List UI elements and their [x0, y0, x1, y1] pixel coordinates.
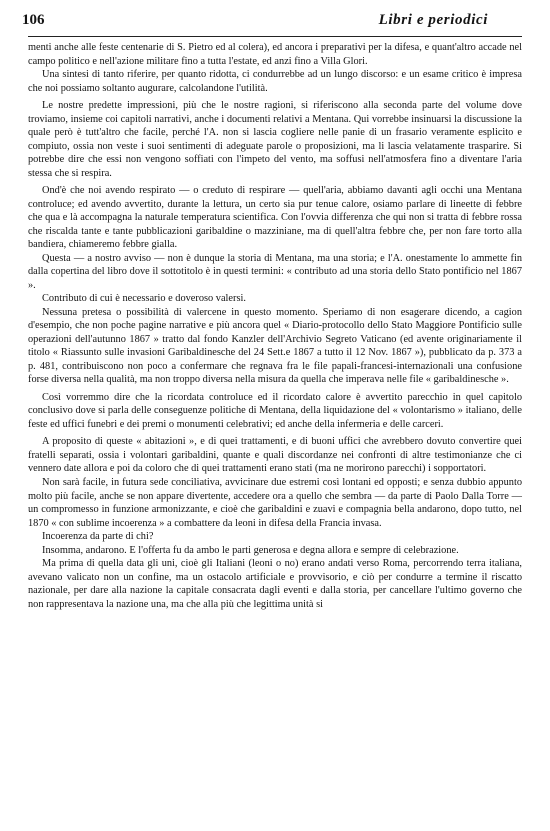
paragraph: Questa — a nostro avviso — non è dunque la storia di Mentana, ma una storia; e l'A. onestamente lo ammette fin dalla copertina del libro dove il sottotitolo è in questi termini: « contributo ad una storia dello Stato pontificio nel 1867 ».: [28, 252, 522, 291]
paragraph: Insomma, andarono. E l'offerta fu da ambo le parti generosa e degna allora e sempre di celebrazione.: [42, 544, 459, 556]
paragraph: Non sarà facile, in futura sede conciliativa, avvicinare due estremi così lontani ed opposti; e senza dubbio appunto molto più facile, anche se non appare divertente, accedere ora a quello che sembra — da parte di Paolo Dalla Torre — un compromesso in funzione armonizzante, e cioè che garibaldini e zuavi e compagnia bella andarono, dopo tutto, nel 1870 « con sublime incoerenza » a combattere da leoni in difesa della Francia invasa.: [28, 476, 522, 529]
paragraph: Incoerenza da parte di chi?: [42, 531, 154, 543]
body-text: [28, 41, 522, 611]
paragraph: Nessuna pretesa o possibilità di valercene in questo momento. Speriamo di non esagerare dicendo, a cagion d'esempio, che non poche pagine narrative e più ancora quel « Diario-protocollo dello Stato Maggiore Pontificio sulle operazioni dell'autunno 1867 » tratto dal fondo Kanzler dell'Archivio Segreto Vaticano (ed avente originariamente il titolo « Riassunto sulle invasioni Garibaldinesche del 24 Sett.e 1867 a tutto il 12 Nov. 1867 »), pubblicato da p. 373 a p. 481, contribuiscono non poco a confermare che regnava fra le file papali-francesi-internazionali una confusione forse diversa nella qualità, ma non troppo diversa nella misura da quella che imperava nelle file « garibaldinesche ».: [28, 306, 522, 386]
page-header: [22, 12, 522, 37]
paragraph: Così vorremmo dire che la ricordata controluce ed il ricordato calore è avvertito parecchio in quel capitolo conclusivo dove si parla delle conseguenze politiche di Mentana, della liquidazione del « volontarismo » italiano, delle feste ed uffici funebri e dei premi o monumenti celebrativi; ed anche della infermeria e delle carceri.: [28, 391, 522, 430]
running-title: Libri e periodici: [378, 12, 488, 28]
paragraph: Contributo di cui è necessario e doveroso valersi.: [42, 293, 246, 305]
page-number: 106: [22, 12, 45, 28]
paragraph: Ma prima di quella data gli uni, cioè gli Italiani (leoni o no) erano andati verso Roma, percorrendo terra italiana, avevano valicato non un confine, ma un ostacolo artificiale e provvisorio, e ciò per condurre a termine il riscatto nazionale, per dare alla nazione la capitale consacrata dagli eventi e dalla storia, per cancellare l'ultimo governo che non rappresentava la nazione una, ma che alla più che legittima unità si: [28, 558, 522, 610]
paragraph: Ond'è che noi avendo respirato — o creduto di respirare — quell'aria, abbiamo davanti agli occhi una Mentana controluce; ed avendo avvertito, durante la lettura, un certo sia pur tenue calore, osiamo parlare di lineette di febbre che qua e là accompagna la naturale temperatura scientifica. Con l'ovvia differenza che qui non si tratta di febbre rossa che riscalda tante e tante pubblicazioni garibaldine o mazziniane, ma di quell'altra febbre che, per non farе torto alla bandiera, chiameremo febbre gialla.: [28, 185, 522, 251]
paragraph: A proposito di queste « abitazioni », e di quei trattamenti, e di buoni uffici che avrebbero dovuto convertire quei fratelli separati, ossia i volontari garibaldini, quante e quali discordanze nei confronti di altre testimonianze che ci vennero date allora e poi da coloro che di quei trattamenti erano stati (ma ne morirono parecchi) i sopportatori.: [28, 436, 522, 475]
document-page: [22, 12, 522, 611]
paragraph: Le nostre predette impressioni, più che le nostre ragioni, si riferiscono alla seconda parte del volume dove troviamo, insieme coi capitoli narrativi, anche i documenti relativi a Mentana. Qui vorrebbe insinuarsi la discussione la quale però è tutt'altro che facile, perché l'A. non si lascia cogliere nelle panie di un frasario veramente esplicito e compiuto, ossia non veste i suoi sentimenti di adeguate parole o proposizioni, ma li lascia velatamente trasparire. Si potrebbe dire che essi non vengono soffiati con l'impeto del vento, ma soffusi nell'atmosfera fino a diventare l'aria stessa che si respira.: [28, 100, 522, 179]
paragraph: menti anche alle feste centenarie di S. Pietro ed al colera), ed ancora i preparativi per la difesa, e quant'altro accade nel campo politico e nell'azione militare fino a tutta l'estate, ed anzi fino a Villa Glori.: [28, 42, 522, 67]
paragraph: Una sintesi di tanto riferire, per quanto ridotta, ci condurrebbe ad un lungo discorso: e un esame critico è impresa che noi possiamo soltanto augurare, calcolandone l'utilità.: [28, 69, 522, 94]
